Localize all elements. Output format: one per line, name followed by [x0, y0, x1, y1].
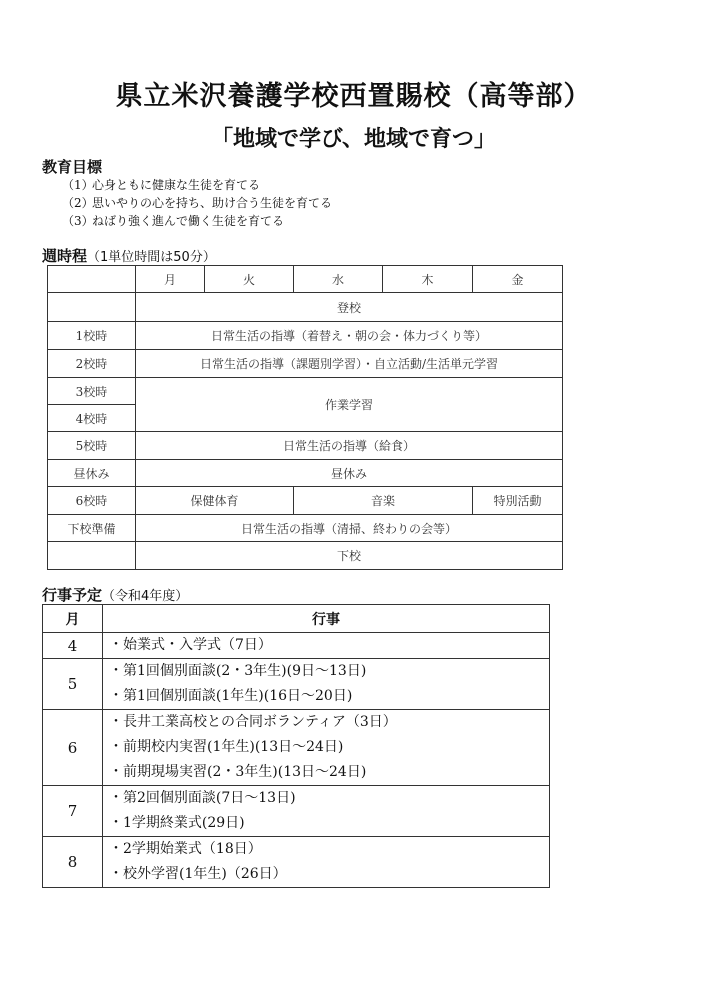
timetable-row-period5	[48, 432, 563, 460]
page-title: 県立米沢養護学校西置賜校（高等部）	[115, 81, 592, 112]
dismissal-cell: 下校	[136, 542, 563, 570]
timetable-row-prep	[48, 515, 563, 542]
goal-item	[62, 212, 332, 230]
event-items	[103, 659, 550, 710]
events-heading-text: 行事予定	[42, 586, 103, 604]
goal-number: （1）	[62, 178, 94, 192]
weekly-timetable	[47, 265, 563, 570]
period-activity: 特別活動	[473, 487, 563, 515]
period-activity: 音楽	[294, 487, 473, 515]
period-activity: 保健体育	[136, 487, 294, 515]
event-item: ・長井工業高校との合同ボランティア（3日）	[109, 714, 397, 730]
timetable-row-dismissal	[48, 542, 563, 570]
event-row	[43, 786, 550, 837]
period-label: 2校時	[48, 350, 136, 378]
event-items	[103, 837, 550, 888]
event-item: ・第1回個別面談(1年生)(16日～20日)	[109, 688, 353, 704]
timetable-row-period6	[48, 487, 563, 515]
event-month: 6	[43, 710, 103, 786]
period-activity: 昼休み	[136, 460, 563, 487]
arrival-cell: 登校	[136, 293, 563, 322]
day-header: 木	[383, 266, 473, 293]
period-label: 下校準備	[48, 515, 136, 542]
period-label: 4校時	[48, 405, 136, 432]
timetable-row-period1	[48, 322, 563, 350]
period-label: 3校時	[48, 378, 136, 405]
timetable-row-period3	[48, 378, 563, 405]
event-row	[43, 659, 550, 710]
timetable-note: （1単位時間は50分）	[87, 250, 216, 265]
month-column-header: 月	[43, 605, 103, 633]
event-item: ・第2回個別面談(7日～13日)	[109, 790, 296, 806]
event-month: 4	[43, 633, 103, 659]
event-item: ・前期校内実習(1年生)(13日～24日)	[109, 739, 344, 755]
event-month: 7	[43, 786, 103, 837]
event-month: 8	[43, 837, 103, 888]
period-label: 1校時	[48, 322, 136, 350]
timetable-row-lunch	[48, 460, 563, 487]
goals-heading: 教育目標	[42, 158, 103, 176]
timetable-heading-text: 週時程	[42, 247, 88, 265]
goal-item	[62, 194, 332, 212]
goal-text: 思いやりの心を持ち、助け合う生徒を育てる	[92, 196, 333, 210]
school-slogan: 「地域で学び、地域で育つ」	[210, 127, 497, 152]
event-item: ・第1回個別面談(2・3年生)(9日～13日)	[109, 663, 367, 679]
events-column-header: 行事	[103, 605, 550, 633]
period-activity: 日常生活の指導（着替え・朝の会・体力づくり等）	[136, 322, 563, 350]
day-header: 火	[205, 266, 294, 293]
event-schedule-table	[42, 604, 550, 888]
event-item: ・始業式・入学式（7日）	[109, 637, 272, 653]
goal-item	[62, 176, 332, 194]
event-item: ・2学期始業式（18日）	[109, 841, 262, 857]
event-items	[103, 710, 550, 786]
event-row	[43, 837, 550, 888]
timetable-row-period2	[48, 350, 563, 378]
goals-list	[62, 176, 332, 230]
event-items	[103, 633, 550, 659]
period-label-empty	[48, 293, 136, 322]
period-label-empty	[48, 542, 136, 570]
period-activity: 作業学習	[136, 378, 563, 432]
period-label: 5校時	[48, 432, 136, 460]
event-items	[103, 786, 550, 837]
period-label: 昼休み	[48, 460, 136, 487]
timetable-heading	[42, 245, 216, 266]
day-header: 水	[294, 266, 383, 293]
events-heading	[42, 584, 188, 605]
events-header-row	[43, 605, 550, 633]
event-row	[43, 710, 550, 786]
period-activity: 日常生活の指導（給食）	[136, 432, 563, 460]
day-header: 月	[136, 266, 205, 293]
event-item: ・校外学習(1年生)（26日）	[109, 866, 287, 882]
goal-text: ねばり強く進んで働く生徒を育てる	[92, 214, 285, 228]
event-row	[43, 633, 550, 659]
timetable-day-row	[48, 266, 563, 293]
period-activity: 日常生活の指導（清掃、終わりの会等）	[136, 515, 563, 542]
events-note: （令和4年度）	[102, 589, 189, 604]
event-item: ・1学期終業式(29日)	[109, 815, 245, 831]
goal-number: （2）	[62, 196, 94, 210]
corner-cell	[48, 266, 136, 293]
event-item: ・前期現場実習(2・3年生)(13日～24日)	[109, 764, 367, 780]
goal-number: （3）	[62, 214, 94, 228]
goal-text: 心身ともに健康な生徒を育てる	[92, 178, 261, 192]
timetable-row-arrival	[48, 293, 563, 322]
period-label: 6校時	[48, 487, 136, 515]
event-month: 5	[43, 659, 103, 710]
day-header: 金	[473, 266, 563, 293]
period-activity: 日常生活の指導（課題別学習）・自立活動/生活単元学習	[136, 350, 563, 378]
